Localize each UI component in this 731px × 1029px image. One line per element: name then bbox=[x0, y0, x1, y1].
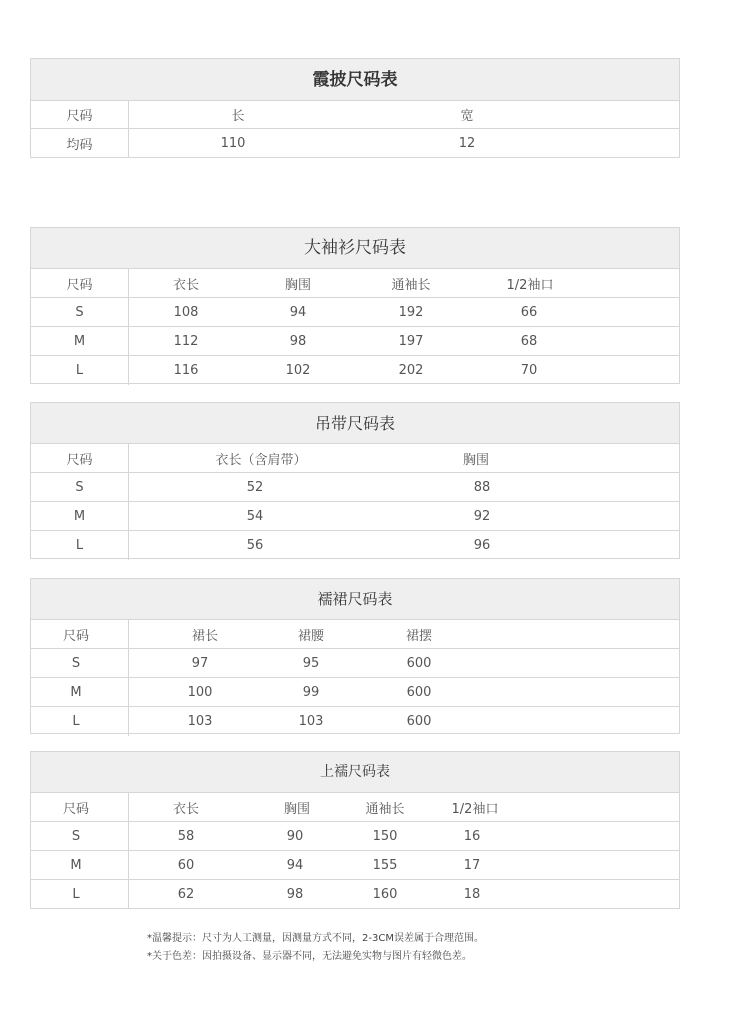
header-cell: 通袖长 bbox=[365, 801, 405, 817]
table-cell: 103 bbox=[187, 714, 213, 729]
column-divider bbox=[128, 678, 129, 706]
color-difference-note: *关于色差：因拍摄设备、显示器不同，无法避免实物与图片有轻微色差。 bbox=[147, 951, 472, 962]
column-divider bbox=[128, 356, 129, 385]
table-cell: 94 bbox=[286, 857, 304, 873]
table-cell: S bbox=[71, 828, 81, 844]
table-cell: 12 bbox=[458, 135, 476, 151]
table-cell: 17 bbox=[463, 857, 481, 873]
table-cell: 54 bbox=[246, 508, 264, 524]
top-size-table bbox=[30, 751, 680, 909]
table-cell: 600 bbox=[406, 655, 432, 671]
table-row bbox=[31, 851, 679, 880]
table-cell: 52 bbox=[246, 479, 264, 495]
table-cell: 18 bbox=[463, 887, 481, 902]
table-cell: 70 bbox=[520, 363, 538, 378]
column-divider bbox=[128, 298, 129, 326]
header-cell: 胸围 bbox=[284, 277, 311, 293]
robe-size-table bbox=[30, 227, 680, 384]
table-cell: 99 bbox=[302, 684, 320, 700]
header-cell: 尺码 bbox=[66, 452, 93, 468]
column-divider bbox=[128, 531, 129, 560]
column-divider bbox=[128, 620, 129, 648]
table-row bbox=[31, 707, 679, 736]
table-cell: 112 bbox=[173, 333, 199, 349]
header-cell: 衣长 bbox=[172, 801, 199, 817]
table-cell: 92 bbox=[473, 508, 491, 524]
table-cell: L bbox=[75, 363, 84, 378]
table-cell: M bbox=[73, 508, 86, 524]
table-title: 吊带尺码表 bbox=[31, 403, 679, 444]
table-cell: 62 bbox=[177, 887, 195, 902]
header-cell: 1/2袖口 bbox=[451, 801, 499, 817]
table-cell: 98 bbox=[286, 887, 304, 902]
column-divider bbox=[128, 269, 129, 297]
table-row bbox=[31, 129, 679, 157]
header-cell: 胸围 bbox=[283, 801, 310, 817]
column-divider bbox=[128, 473, 129, 501]
header-cell: 裙腰 bbox=[297, 628, 324, 644]
column-divider bbox=[128, 822, 129, 850]
column-divider bbox=[128, 129, 129, 157]
table-cell: 116 bbox=[173, 363, 199, 378]
table-header-row bbox=[31, 793, 679, 822]
table-row bbox=[31, 649, 679, 678]
table-cell: 155 bbox=[372, 857, 398, 873]
table-cell: 均码 bbox=[66, 137, 93, 153]
column-divider bbox=[128, 502, 129, 530]
table-title: 上襦尺码表 bbox=[31, 752, 679, 793]
header-cell: 裙长 bbox=[191, 628, 218, 644]
table-cell: L bbox=[72, 714, 80, 729]
table-cell: L bbox=[72, 887, 80, 902]
column-divider bbox=[128, 707, 129, 736]
table-header-row bbox=[31, 269, 679, 298]
table-header-row bbox=[31, 444, 679, 473]
table-cell: 150 bbox=[372, 828, 398, 844]
table-row bbox=[31, 327, 679, 356]
header-cell: 衣长 bbox=[172, 277, 199, 293]
table-cell: M bbox=[73, 333, 86, 349]
table-cell: 110 bbox=[220, 135, 246, 151]
table-header-row bbox=[31, 620, 679, 649]
table-cell: 94 bbox=[289, 304, 307, 320]
table-cell: 202 bbox=[398, 363, 424, 378]
table-title: 大袖衫尺码表 bbox=[31, 228, 679, 269]
table-row bbox=[31, 531, 679, 560]
table-cell: 90 bbox=[286, 828, 304, 844]
table-row bbox=[31, 473, 679, 502]
table-cell: 66 bbox=[520, 304, 538, 320]
column-divider bbox=[128, 880, 129, 909]
notes-block bbox=[147, 930, 484, 966]
table-cell: S bbox=[71, 655, 81, 671]
table-cell: 60 bbox=[177, 857, 195, 873]
table-cell: S bbox=[75, 479, 84, 495]
header-cell: 宽 bbox=[460, 109, 474, 124]
header-cell: 尺码 bbox=[62, 628, 89, 644]
column-divider bbox=[128, 101, 129, 128]
table-cell: 192 bbox=[398, 304, 424, 320]
header-cell: 尺码 bbox=[62, 801, 89, 817]
table-row bbox=[31, 822, 679, 851]
header-cell: 尺码 bbox=[66, 109, 93, 124]
table-cell: 68 bbox=[520, 333, 538, 349]
column-divider bbox=[128, 444, 129, 472]
header-cell: 尺码 bbox=[66, 277, 93, 293]
table-title: 霞披尺码表 bbox=[31, 59, 679, 101]
table-cell: 160 bbox=[372, 887, 398, 902]
header-cell: 衣长（含肩带） bbox=[215, 452, 307, 468]
column-divider bbox=[128, 327, 129, 355]
table-cell: 197 bbox=[398, 333, 424, 349]
header-cell: 长 bbox=[231, 109, 245, 124]
header-cell: 胸围 bbox=[462, 452, 489, 468]
table-cell: 103 bbox=[298, 714, 324, 729]
skirt-size-table bbox=[30, 578, 680, 734]
column-divider bbox=[128, 793, 129, 821]
table-cell: 97 bbox=[191, 655, 209, 671]
header-cell: 通袖长 bbox=[391, 277, 431, 293]
table-row bbox=[31, 880, 679, 909]
table-cell: 108 bbox=[173, 304, 199, 320]
table-cell: 100 bbox=[187, 684, 213, 700]
table-cell: S bbox=[75, 304, 84, 320]
table-cell: 95 bbox=[302, 655, 320, 671]
table-cell: 600 bbox=[406, 714, 432, 729]
table-cell: 16 bbox=[463, 828, 481, 844]
table-cell: 600 bbox=[406, 684, 432, 700]
header-cell: 裙摆 bbox=[405, 628, 432, 644]
table-cell: L bbox=[75, 538, 84, 553]
table-cell: 98 bbox=[289, 333, 307, 349]
measurement-note: *温馨提示：尺寸为人工测量，因测量方式不同，2-3CM误差属于合理范围。 bbox=[147, 933, 484, 944]
table-row bbox=[31, 298, 679, 327]
table-row bbox=[31, 678, 679, 707]
table-cell: 58 bbox=[177, 828, 195, 844]
table-cell: 56 bbox=[246, 538, 264, 553]
table-cell: 88 bbox=[473, 479, 491, 495]
table-cell: M bbox=[70, 857, 82, 873]
column-divider bbox=[128, 649, 129, 677]
table-cell: 96 bbox=[473, 538, 491, 553]
table-title: 襦裙尺码表 bbox=[31, 579, 679, 620]
column-divider bbox=[128, 851, 129, 879]
table-cell: 102 bbox=[285, 363, 311, 378]
table-cell: M bbox=[70, 684, 82, 700]
table-header-row bbox=[31, 101, 679, 129]
table-row bbox=[31, 502, 679, 531]
table-row bbox=[31, 356, 679, 385]
shawl-size-table bbox=[30, 58, 680, 158]
camisole-size-table bbox=[30, 402, 680, 559]
header-cell: 1/2袖口 bbox=[506, 277, 554, 293]
